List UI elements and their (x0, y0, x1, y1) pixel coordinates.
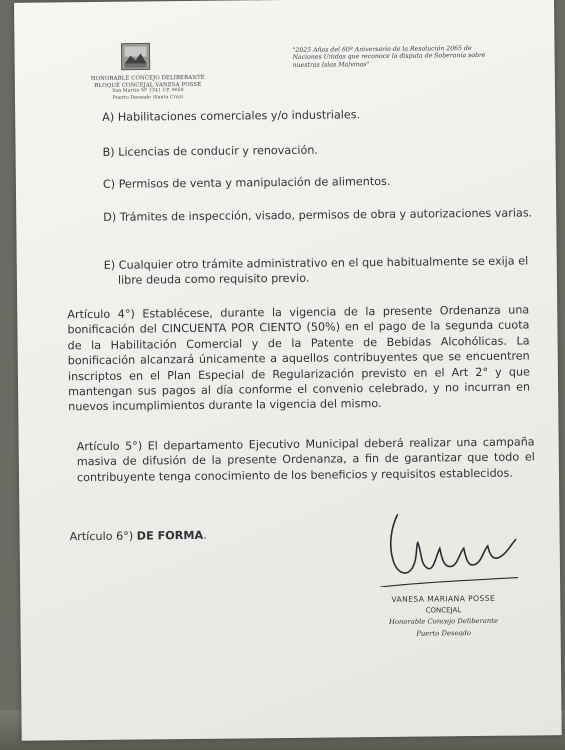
institution-seal-icon (118, 41, 152, 71)
signer-city: Puerto Deseado (416, 628, 472, 638)
commemorative-motto: "2025 Años del 60º Aniversario de la Resolución 2065 de Naciones Unidas que reconoce la disputa de Soberanía sobre nuestras Islas Malvinas" (292, 45, 486, 69)
signer-body: Honorable Concejo Deliberante (388, 616, 499, 626)
institution-name: HONORABLE CONCEJO DELIBERANTE (90, 74, 205, 83)
signer-role: CONCEJAL (425, 605, 462, 615)
handwritten-signature (369, 506, 520, 588)
list-item-a: A) Habilitaciones comerciales y/o industriales. (102, 108, 361, 124)
list-item-e: E) Cualquier otro trámite administrativo en el que habitualmente se exija el libre deuda como requisito previo. (103, 254, 529, 288)
article-6-prefix: Artículo 6°) (69, 529, 137, 544)
article-6-bold: DE FORMA (136, 528, 204, 543)
article-5: Artículo 5°) El departamento Ejecutivo Municipal deberá realizar una campaña masiva de difusión de la presente Ordenanza, a fin de garantizar que todo el contribuyente tenga conocimiento de los beneficios y requisitos establecidos. (76, 435, 535, 485)
article-6-suffix: . (203, 528, 207, 542)
signer-name: VANESA MARIANA POSSE (391, 593, 496, 604)
signature-block (358, 592, 528, 640)
article-4: Artículo 4°) Establécese, durante la vigencia de la presente Ordenanza una bonificación del CINCUENTA POR CIENTO (50%) en el pago de la segunda cuota de la Habilitación Comercial y de la Patente de Bebidas Alcohólicas. La bonificación alcanzará únicamente a aquellos contribuyentes que se encuentren inscriptos en el Plan Especial de Regularización previsto en el Art 2° y que mantengan sus pagos al día conforme el convenio celebrado, y no incurran en nuevos incumplimientos durante la vigencia del mismo. (67, 303, 531, 414)
list-item-b: B) Licencias de conducir y renovación. (102, 143, 319, 159)
address-city: Puerto Deseado (Santa Cruz) (112, 94, 184, 101)
address-street: San Martín Nº 1341 CP. 9050 (112, 88, 184, 94)
document-page (14, 0, 562, 741)
bloc-name: BLOQUE CONCEJAL VANESA POSSE (94, 81, 202, 89)
list-item-d: D) Trámites de inspección, visado, permisos de obra y autorizaciones varias. (103, 206, 533, 224)
letterhead (77, 75, 219, 103)
list-item-c: C) Permisos de venta y manipulación de alimentos. (102, 174, 391, 191)
